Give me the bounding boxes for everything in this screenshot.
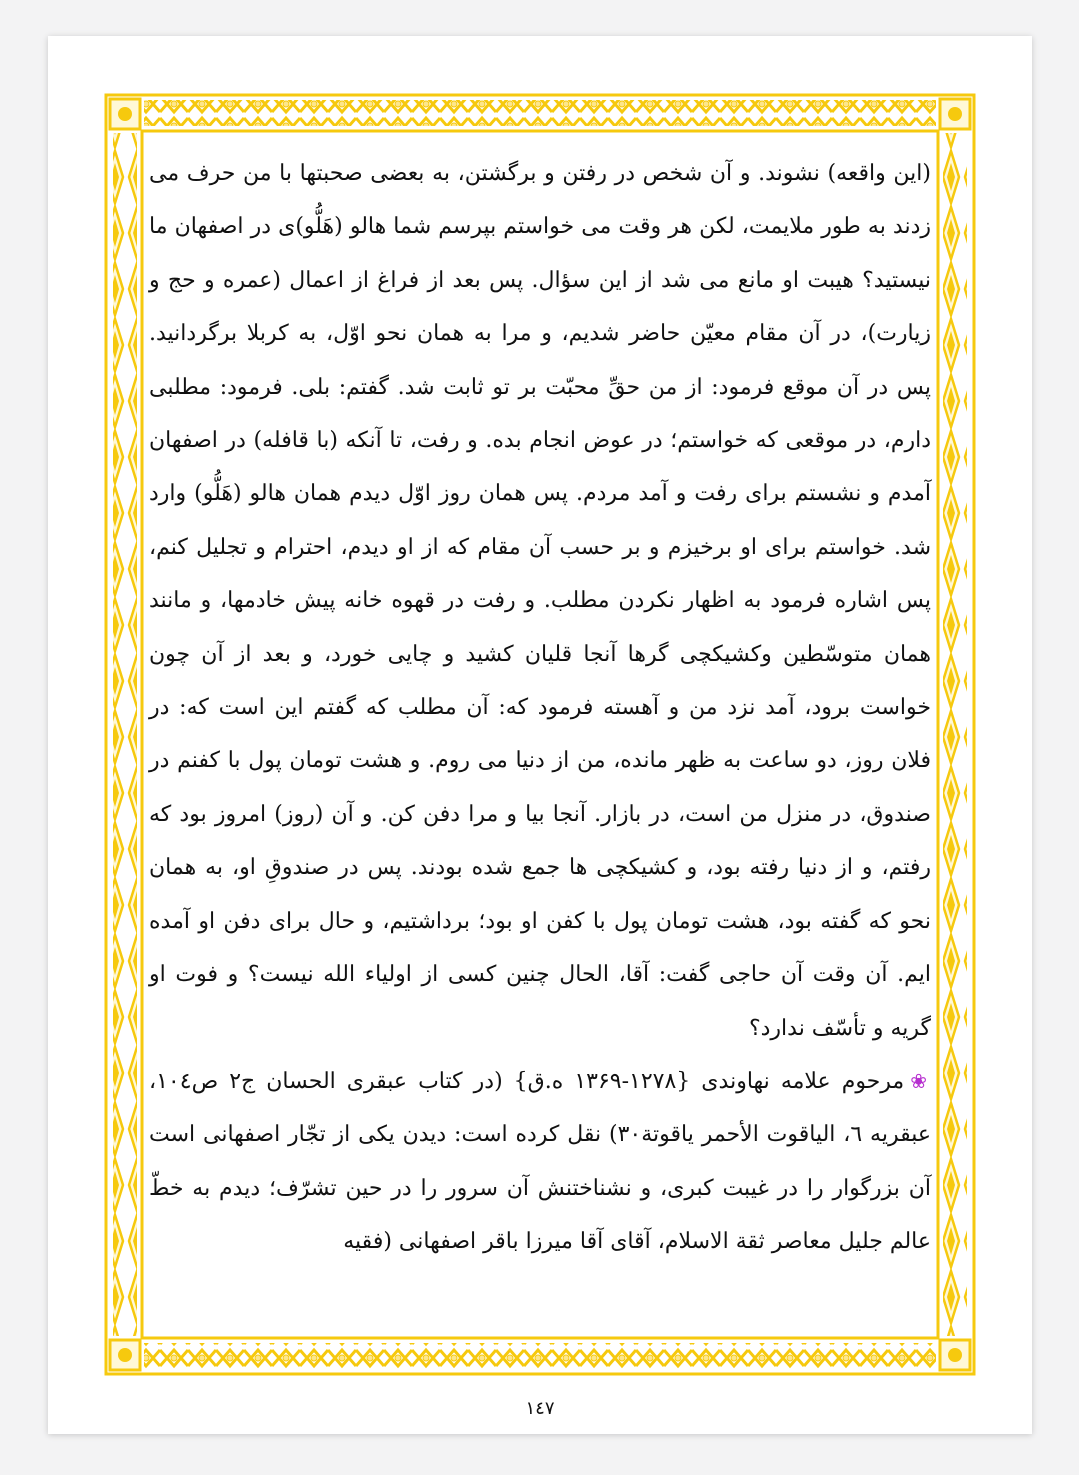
flower-marker-icon: ❀ [910, 1068, 932, 1093]
main-paragraph: (این واقعه) نشوند. و آن شخص در رفتن و برگشتن، به بعضی صحبتها با من حرف می زدند به طور ملایمت، لکن هر وقت می خواستم بپرسم شما هالو (هَلُّو)ی در اصفهان ما نیستید؟ هیبت او مانع می شد از این سؤال. پس بعد از فراغ از اعمال (عمره و حج و زیارت)، در آن مقام معیّن حاضر شدیم، و مرا به همان نحو اوّل، به کربلا برگردانید. پس در آن موقع فرمود: از من حقِّ محبّت بر تو ثابت شد. گفتم: بلی. فرمود: مطلبی دارم، در موقعی که خواستم؛ در عوض انجام بده. و رفت، تا آنکه (با قافله) در اصفهان آمدم و نشستم برای رفت و آمد مردم. پس همان روز اوّل دیدم همان هالو (هَلُّو) وارد شد. خواستم برای او برخیزم و بر حسب آن مقام که از او دیدم، احترام و تجلیل کنم، پس اشاره فرمود به اظهار نکردن مطلب. و رفت در قهوه خانه پیش خادمها، و مانند همان متوسّطین وکشیکچی گرها آنجا قلیان کشید و چایی خورد، و بعد از آن چون خواست برود، آمد نزد من و آهسته فرمود که: آن مطلب که گفتم این است که: در فلان روز، دو ساعت به ظهر مانده، من از دنیا می روم. و هشت تومان پول با کفنم در صندوق، در منزل من است، در بازار. آنجا بیا و مرا دفن کن. و آن (روز) امروز بود که رفتم، و از دنیا رفته بود، و کشیکچی ها جمع شده بودند. پس در صندوقِ او، به همان نحو که گفته بود، هشت تومان پول با کفن او بود؛ برداشتیم، و حال برای دفن او آمده ایم. آن وقت آن حاجی گفت: آقا، الحال چنین کسی از اولیاء الله نیست؟ و فوت او گریه و تأسّف ندارد؟ [149, 161, 931, 1041]
footnote-text: مرحوم علامه نهاوندی {۱۲۷۸-۱۳۶۹ ه.ق} (در کتاب عبقری الحسان ج۲ ص۱۰٤، عبقریه ٦، الیاقوت الأحمر یاقوتة۳۰) نقل کرده است: دیدن یکی از تجّار اصفهانی است آن بزرگوار را در غیبت کبری، و نشناختنش آن سرور را در حین تشرّف؛ دیدم به خطّ عالم جلیل معاصر ثقة الاسلام، آقای آقا میرزا باقر اصفهانی (فقیه [149, 1068, 931, 1255]
page-body [149, 147, 931, 1269]
footnote-paragraph [149, 1055, 931, 1269]
page-number: ۱٤۷ [525, 1398, 555, 1419]
document-page [48, 36, 1032, 1434]
